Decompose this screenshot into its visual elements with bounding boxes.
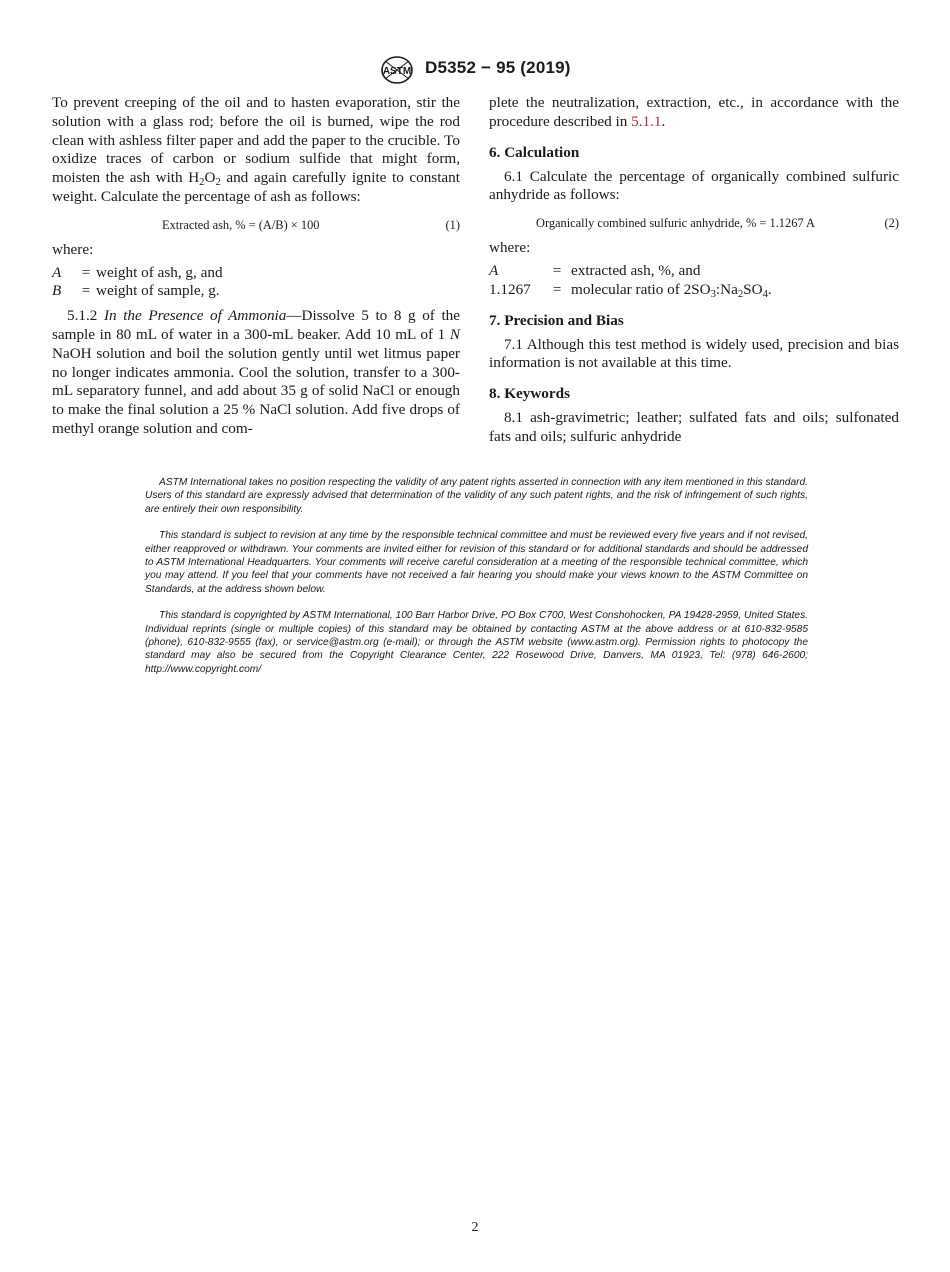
definition-list-1 [52, 264, 460, 302]
svg-text:ASTM: ASTM [382, 66, 412, 77]
equation-1-number: (1) [445, 217, 460, 232]
page-header [0, 55, 950, 85]
definition-row: A = weight of ash, g, and [52, 263, 223, 281]
right-column [489, 94, 899, 447]
equation-2-number: (2) [884, 216, 899, 231]
paragraph-6-1: 6.1 Calculate the percentage of organically combined sulfuric anhydride as follows: [489, 167, 899, 204]
paragraph-ash-procedure: To prevent creeping of the oil and to hasten evaporation, stir the solution with a glass rod; before the oil is burned, wipe the rod clean with ashless filter paper and add the paper to the crucible. To oxidize traces of carbon or sodium sulfide that might form, moisten the ash with $H_2O_2$ and again carefully ignite to constant weight. Calculate the percentage of ash as follows: [52, 94, 460, 205]
definition-row: 1.1267 = molecular ratio of $2SO_3:Na_2SO_4$. [489, 280, 772, 300]
page-number: 2 [471, 1220, 479, 1235]
paragraph-continuation: plete the neutralization, extraction, etc., in accordance with the procedure described in 5.1.1. [489, 94, 899, 130]
equation-1 [52, 213, 460, 237]
where-label: where: [52, 240, 94, 258]
definition-list-2 [489, 262, 899, 300]
notice-patent: ASTM International takes no position respecting the validity of any patent rights asserted in connection with any item mentioned in this standard. Users of this standard are expressly advised that determination of the validity of any such patent rights, and the risk of infringement of such rights, are entirely their own responsibility. [145, 477, 808, 515]
definition-row: A = extracted ash, %, and [489, 261, 701, 279]
section-link-5-1-1[interactable]: 5.1.1 [631, 112, 662, 130]
paragraph-5-1-2: 5.1.2 In the Presence of Ammonia—Dissolve 5 to 8 g of the sample in 80 mL of water in a 300-mL beaker. Add 10 mL of 1 N NaOH solution and boil the solution gently until wet litmus paper no longer indicates ammonia. Cool the solution, transfer to a 300-mL separatory funnel, and add about 35 g of solid NaCl or enough to make the final solution a 25 % NaCl solution. Add five drops of methyl orange solution and com- [52, 307, 460, 437]
equation-1-expression: Extracted ash, % = (A/B) × 100 [162, 217, 320, 232]
paragraph-7-1: 7.1 Although this test method is widely used, precision and bias information is not available at this time. [489, 335, 899, 372]
section-7-heading: 7. Precision and Bias [489, 311, 624, 329]
paragraph-8-1: 8.1 ash-gravimetric; leather; sulfated fats and oils; sulfonated fats and oils; sulfuric anhydride [489, 409, 899, 445]
equation-2 [489, 211, 899, 235]
footer-notices [145, 476, 808, 689]
notice-copyright: This standard is copyrighted by ASTM International, 100 Barr Harbor Drive, PO Box C700, West Conshohocken, PA 19428-2959, United States. Individual reprints (single or multiple copies) of this standard may be obtained by contacting ASTM at the above address or at 610-832-9585 (phone), 610-832-9555 (fax), or service@astm.org (e-mail); or through the ASTM website (www.astm.org). Permission rights to photocopy the standard may also be secured from the Copyright Clearance Center, 222 Rosewood Drive, Danvers, MA 01923, Tel: (978) 646-2600; http://www.copyright.com/ [145, 610, 808, 675]
equation-2-expression: Organically combined sulfuric anhydride, % = 1.1267 A [536, 216, 815, 231]
section-6-heading: 6. Calculation [489, 143, 580, 161]
astm-logo-icon [380, 55, 414, 85]
section-8-heading: 8. Keywords [489, 385, 570, 403]
definition-row: B = weight of sample, g. [52, 282, 220, 300]
notice-revision: This standard is subject to revision at any time by the responsible technical committee and must be reviewed every five years and if not revised, either reapproved or withdrawn. Your comments are invited either for revision of this standard or for additional standards and should be addressed to ASTM International Headquarters. Your comments will receive careful consideration at a meeting of the responsible technical committee, which you may attend. If you feel that your comments have not received a fair hearing you should make your views known to the ASTM Committee on Standards, at the address shown below. [145, 530, 808, 595]
left-column [52, 94, 460, 439]
standard-designation: D5352 − 95 (2019) [425, 58, 571, 77]
where-label: where: [489, 239, 531, 257]
